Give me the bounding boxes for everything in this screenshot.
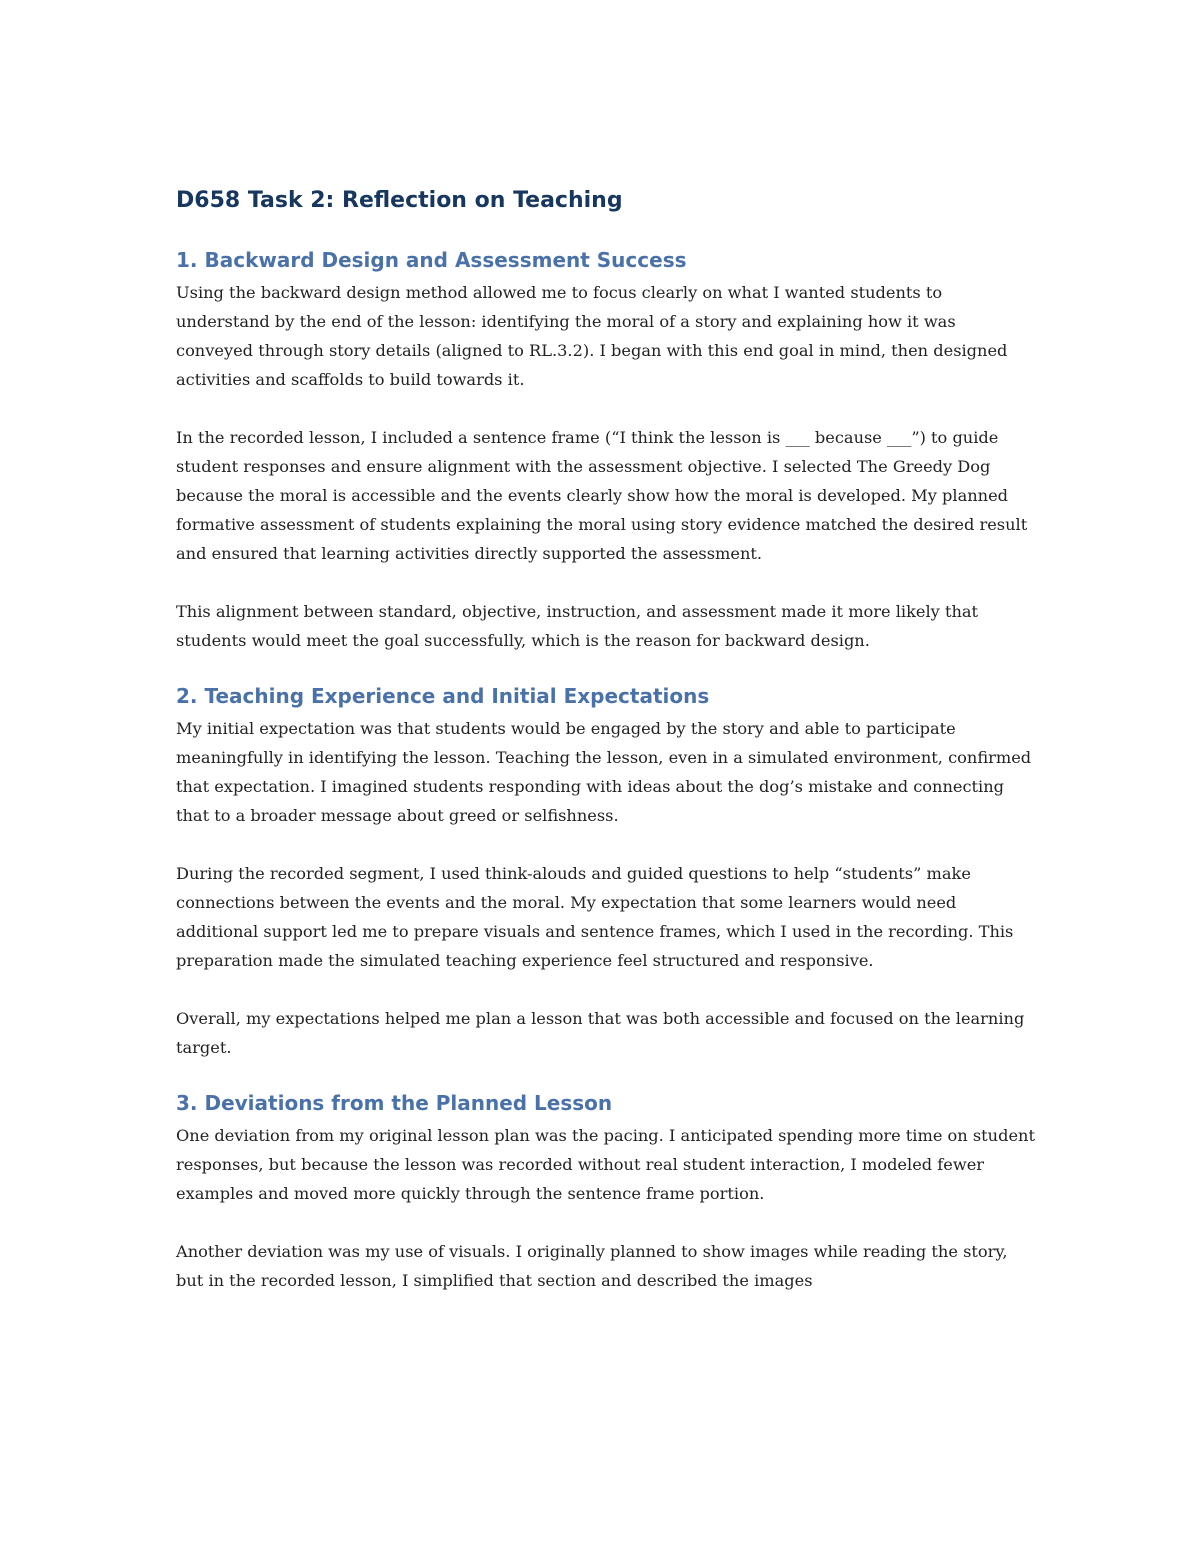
section-teaching-experience [176, 684, 1036, 1062]
paragraph: Using the backward design method allowed me to focus clearly on what I wanted students to understand by the end of the lesson: identifying the moral of a story and explaining how it was conveyed through story details (aligned to RL.3.2). I began with this end goal in mind, then designed activities and scaffolds to build towards it. [176, 283, 1008, 390]
paragraph: During the recorded segment, I used think-alouds and guided questions to help “students” make connections between the events and the moral. My expectation that some learners would need additional support led me to prepare visuals and sentence frames, which I used in the recording. This preparation made the simulated teaching experience feel structured and responsive. [176, 864, 1014, 971]
paragraph: Overall, my expectations helped me plan a lesson that was both accessible and focused on the learning target. [176, 1009, 1025, 1058]
document-page [176, 188, 1036, 1315]
paragraph: In the recorded lesson, I included a sentence frame (“I think the lesson is ___ because ___”) to guide student responses and ensure alignment with the assessment objective. I selected The Greedy Dog because the moral is accessible and the events clearly show how the moral is developed. My planned formative assessment of students explaining the moral using story evidence matched the desired result and ensured that learning activities directly supported the assessment. [176, 428, 1028, 564]
section-heading: 1. Backward Design and Assessment Success [176, 248, 687, 273]
document-title: D658 Task 2: Reflection on Teaching [176, 188, 623, 213]
paragraph: Another deviation was my use of visuals. I originally planned to show images while reading the story, but in the recorded lesson, I simplified that section and described the images [176, 1242, 1008, 1291]
paragraph: One deviation from my original lesson plan was the pacing. I anticipated spending more time on student responses, but because the lesson was recorded without real student interaction, I modeled fewer examples and moved more quickly through the sentence frame portion. [176, 1126, 1035, 1204]
section-deviations [176, 1091, 1036, 1295]
section-backward-design [176, 248, 1036, 655]
section-heading: 3. Deviations from the Planned Lesson [176, 1091, 613, 1116]
section-heading: 2. Teaching Experience and Initial Expectations [176, 684, 710, 709]
paragraph: My initial expectation was that students would be engaged by the story and able to participate meaningfully in identifying the lesson. Teaching the lesson, even in a simulated environment, confirmed that expectation. I imagined students responding with ideas about the dog’s mistake and connecting that to a broader message about greed or selfishness. [176, 719, 1032, 826]
paragraph: This alignment between standard, objective, instruction, and assessment made it more likely that students would meet the goal successfully, which is the reason for backward design. [176, 602, 979, 651]
